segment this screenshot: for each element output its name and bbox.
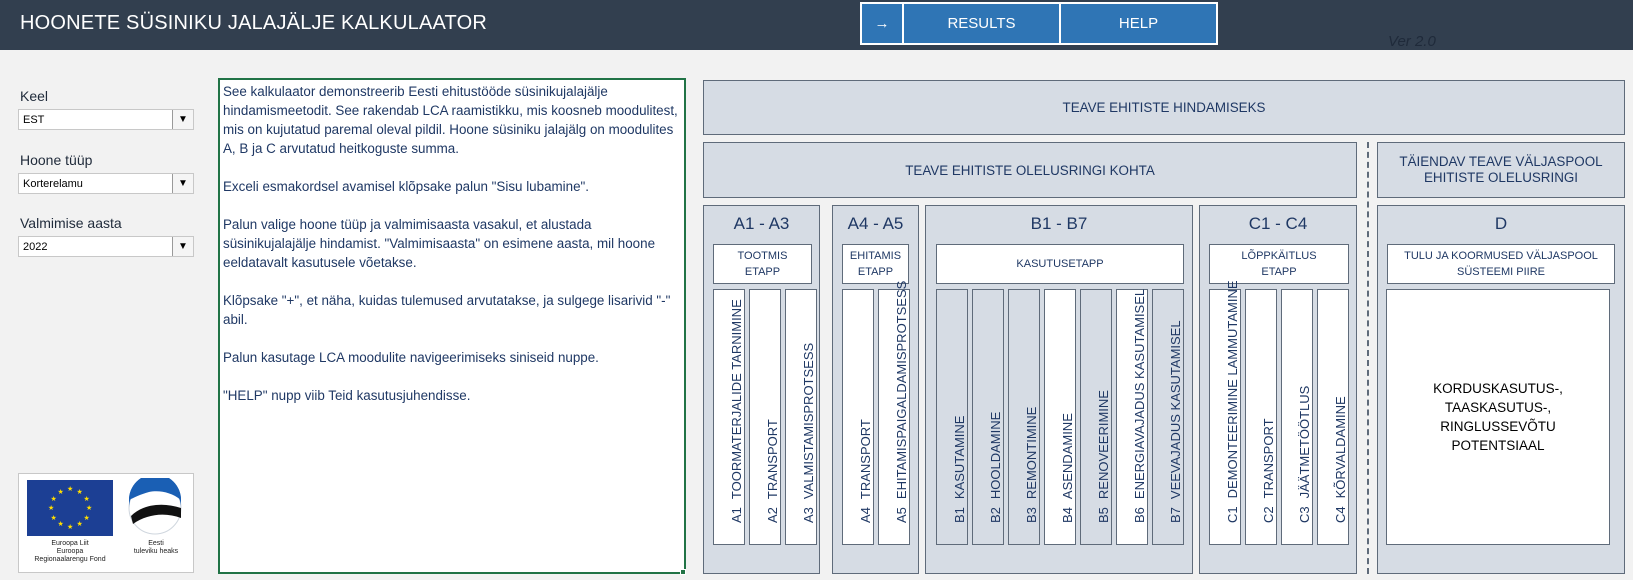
completion-year-select[interactable]	[18, 236, 194, 257]
description-paragraph: Palun valige hoone tüüp ja valmimisaasta vasakul, et alustada süsinikujalajälje hindamist. "Valmimisaasta" on esimene aasta, mil hoone eeldatavalt kasutusele võetakse.	[223, 217, 656, 270]
dropdown-arrow-icon[interactable]: ▼	[172, 110, 193, 129]
building-type-select[interactable]	[18, 173, 194, 194]
eu-star-icon: ★	[83, 514, 90, 522]
description-paragraph: Exceli esmakordsel avamisel klõpsake palun "Sisu lubamine".	[223, 179, 590, 194]
eu-star-icon: ★	[67, 486, 74, 493]
module-d[interactable]: KORDUSKASUTUS-, TAASKASUTUS-, RINGLUSSEVÕTU POTENTSIAAL	[1386, 289, 1610, 545]
group-title: C1 - C4	[1248, 214, 1308, 233]
description-paragraph: Klõpsake "+", et näha, kuidas tulemused arvutatakse, ja sulgege lisarivid "-" abil.	[223, 293, 671, 327]
module-group-a1-a3	[703, 205, 820, 574]
assessment-info-header: TEAVE EHITISTE HINDAMISEKS	[703, 80, 1625, 135]
help-button[interactable]: HELP	[1061, 4, 1216, 43]
description-paragraph: See kalkulaator demonstreerib Eesti ehitustööde süsinikujalajälje hindamismeetodit. See rakendab LCA raamistikku, mis koosneb moodulitest, mis on kujutatud paremal oleval pildil. Hoone süsiniku jalajälg on moodulites A, B ja C arvutatud heitkoguste summa.	[223, 84, 678, 156]
stage-beyond-system: TULU JA KOORMUSED VÄLJASPOOL SÜSTEEMI PIIRE	[1387, 244, 1615, 284]
module-b6[interactable]: B6ENERGIAVAJADUS KASUTAMISEL	[1116, 289, 1148, 545]
module-group-a4-a5	[832, 205, 919, 574]
module-b7[interactable]: B7VEEVAJADUS KASUTAMISEL	[1152, 289, 1184, 545]
funding-logos	[18, 473, 194, 573]
module-c2[interactable]: C2TRANSPORT	[1245, 289, 1277, 545]
eu-star-icon: ★	[76, 488, 83, 496]
estonia-caption: Eesti tuleviku heaks	[133, 540, 179, 555]
stage-end-of-life: LÕPPKÄITLUS ETAPP	[1209, 244, 1349, 284]
module-a2[interactable]: A2TRANSPORT	[749, 289, 781, 545]
app-title: HOONETE SÜSINIKU JALAJÄLJE KALKULAATOR	[20, 12, 487, 34]
module-a1[interactable]: A1TOORMATERJALIDE TARNIMINE	[713, 289, 745, 545]
arrow-right-icon[interactable]: →	[862, 4, 902, 43]
eu-star-icon: ★	[57, 521, 64, 529]
module-b2[interactable]: B2HOOLDAMINE	[972, 289, 1004, 545]
language-select[interactable]	[18, 109, 194, 130]
nav-button-group	[860, 2, 1218, 45]
eu-star-icon: ★	[86, 505, 93, 512]
module-b1[interactable]: B1KASUTAMINE	[936, 289, 968, 545]
version-label: Ver 2.0	[1388, 33, 1436, 50]
stage-product: TOOTMIS ETAPP	[713, 244, 812, 284]
eu-star-icon: ★	[50, 495, 57, 503]
results-button[interactable]: RESULTS	[904, 4, 1059, 43]
lifecycle-info-header: TEAVE EHITISTE OLELUSRINGI KOHTA	[703, 142, 1357, 198]
eu-star-icon: ★	[50, 514, 57, 522]
language-value: EST	[23, 113, 45, 126]
language-label: Keel	[20, 88, 49, 104]
eu-flag-icon	[27, 480, 113, 536]
eu-star-icon: ★	[76, 521, 83, 529]
dropdown-arrow-icon[interactable]: ▼	[172, 237, 193, 256]
completion-year-label: Valmimise aasta	[20, 215, 122, 231]
module-a4[interactable]: A4TRANSPORT	[842, 289, 874, 545]
module-a3[interactable]: A3VALMISTAMISPROTSESS	[785, 289, 817, 545]
group-title: D	[1494, 214, 1508, 233]
completion-year-value: 2022	[23, 240, 48, 253]
module-a5[interactable]: A5EHITAMISPAIGALDAMISPROTSESS	[878, 289, 910, 545]
selection-resize-handle[interactable]	[680, 569, 686, 575]
eu-caption: Euroopa Liit Euroopa Regionaalarengu Fond	[34, 540, 106, 563]
eu-star-icon: ★	[67, 524, 74, 531]
beyond-lifecycle-header: TÄIENDAV TEAVE VÄLJASPOOL EHITISTE OLELUSRINGI	[1377, 142, 1625, 198]
module-group-c1-c4	[1199, 205, 1357, 574]
group-title: A4 - A5	[847, 214, 904, 233]
module-b3[interactable]: B3REMONTIMINE	[1008, 289, 1040, 545]
module-b5[interactable]: B5RENOVEERIMINE	[1080, 289, 1112, 545]
estonia-logo-icon	[119, 478, 189, 536]
description-paragraph: "HELP" nupp viib Teid kasutusjuhendisse.	[223, 388, 471, 403]
description-textbox[interactable]	[218, 78, 686, 574]
module-b4[interactable]: B4ASENDAMINE	[1044, 289, 1076, 545]
building-type-value: Korterelamu	[23, 177, 83, 190]
group-title: A1 - A3	[733, 214, 790, 233]
eu-star-icon: ★	[83, 495, 90, 503]
module-c1[interactable]: C1DEMONTEERIMINE LAMMUTAMINE	[1209, 289, 1241, 545]
description-paragraph: Palun kasutage LCA moodulite navigeerimiseks siniseid nuppe.	[223, 350, 599, 365]
group-title: B1 - B7	[1030, 214, 1088, 233]
module-c4[interactable]: C4KÕRVALDAMINE	[1317, 289, 1349, 545]
module-group-b1-b7	[925, 205, 1193, 574]
building-type-label: Hoone tüüp	[20, 152, 93, 168]
stage-use: KASUTUSETAPP	[936, 244, 1184, 284]
module-c3[interactable]: C3JÄÄTMETÖÖTLUS	[1281, 289, 1313, 545]
stage-construction: EHITAMIS ETAPP	[842, 244, 909, 284]
system-boundary-divider	[1367, 142, 1369, 574]
dropdown-arrow-icon[interactable]: ▼	[172, 174, 193, 193]
eu-star-icon: ★	[57, 488, 64, 496]
eu-star-icon: ★	[48, 505, 55, 512]
